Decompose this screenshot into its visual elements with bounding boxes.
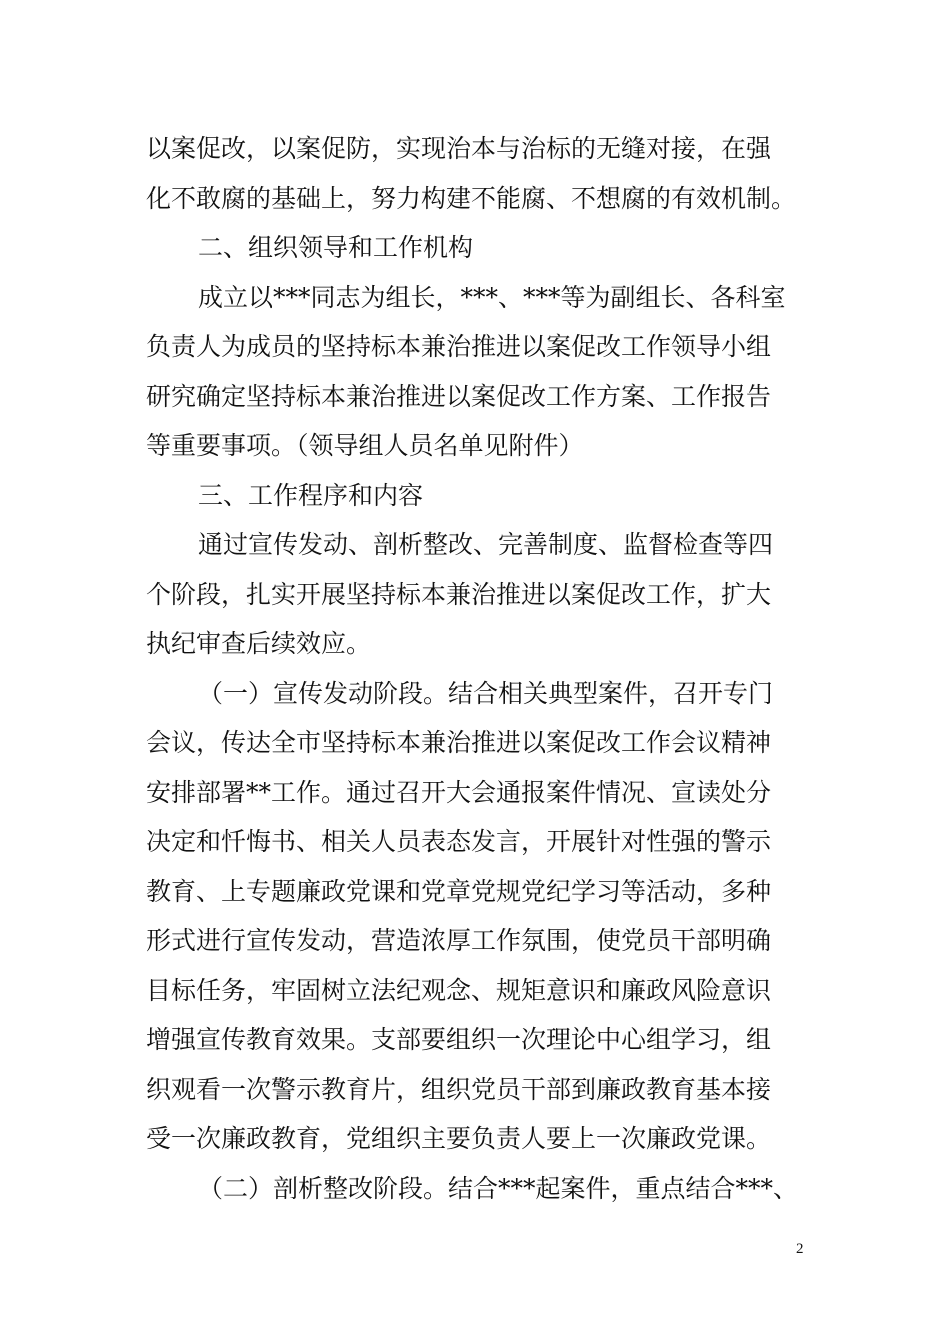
body-line: 增强宣传教育效果。支部要组织一次理论中心组学习，组 (146, 1025, 772, 1054)
body-line: 形式进行宣传发动，营造浓厚工作氛围，使党员干部明确 (146, 926, 772, 955)
body-line: 研究确定坚持标本兼治推进以案促改工作方案、工作报告 (146, 381, 772, 411)
body-line: 目标任务，牢固树立法纪观念、规矩意识和廉政风险意识 (146, 975, 772, 1005)
body-line: 决定和忏悔书、相关人员表态发言，开展针对性强的警示 (146, 827, 772, 856)
body-line: 会议，传达全市坚持标本兼治推进以案促改工作会议精神 (146, 728, 772, 757)
subsection-heading-line: （二）剖析整改阶段。结合***起案件，重点结合***、 (198, 1173, 799, 1203)
section-heading: 二、组织领导和工作机构 (198, 233, 474, 262)
body-line: 教育、上专题廉政党课和党章党规党纪学习等活动，多种 (146, 876, 772, 906)
body-line: 个阶段，扎实开展坚持标本兼治推进以案促改工作，扩大 (146, 579, 772, 609)
body-line: 以案促改，以案促防，实现治本与治标的无缝对接，在强 (146, 134, 772, 163)
body-line: 通过宣传发动、剖析整改、完善制度、监督检查等四 (198, 530, 774, 559)
page-number: 2 (796, 1241, 804, 1257)
body-line: 化不敢腐的基础上，努力构建不能腐、不想腐的有效机制。 (146, 183, 797, 213)
body-line: 等重要事项。（领导组人员名单见附件） (146, 431, 584, 460)
body-line: 执纪审查后续效应。 (146, 629, 372, 658)
body-line: 负责人为成员的坚持标本兼治推进以案促改工作领导小组 (146, 332, 772, 361)
body-line: 安排部署**工作。通过召开大会通报案件情况、宣读处分 (146, 777, 772, 807)
subsection-heading-line: （一）宣传发动阶段。结合相关典型案件，召开专门 (198, 678, 774, 708)
body-line: 受一次廉政教育，党组织主要负责人要上一次廉政党课。 (146, 1124, 772, 1153)
section-heading: 三、工作程序和内容 (198, 480, 424, 510)
body-line: 成立以***同志为组长，***、***等为副组长、各科室 (198, 282, 786, 312)
body-line: 织观看一次警示教育片，组织党员干部到廉政教育基本接 (146, 1074, 772, 1104)
document-body (146, 124, 826, 1213)
